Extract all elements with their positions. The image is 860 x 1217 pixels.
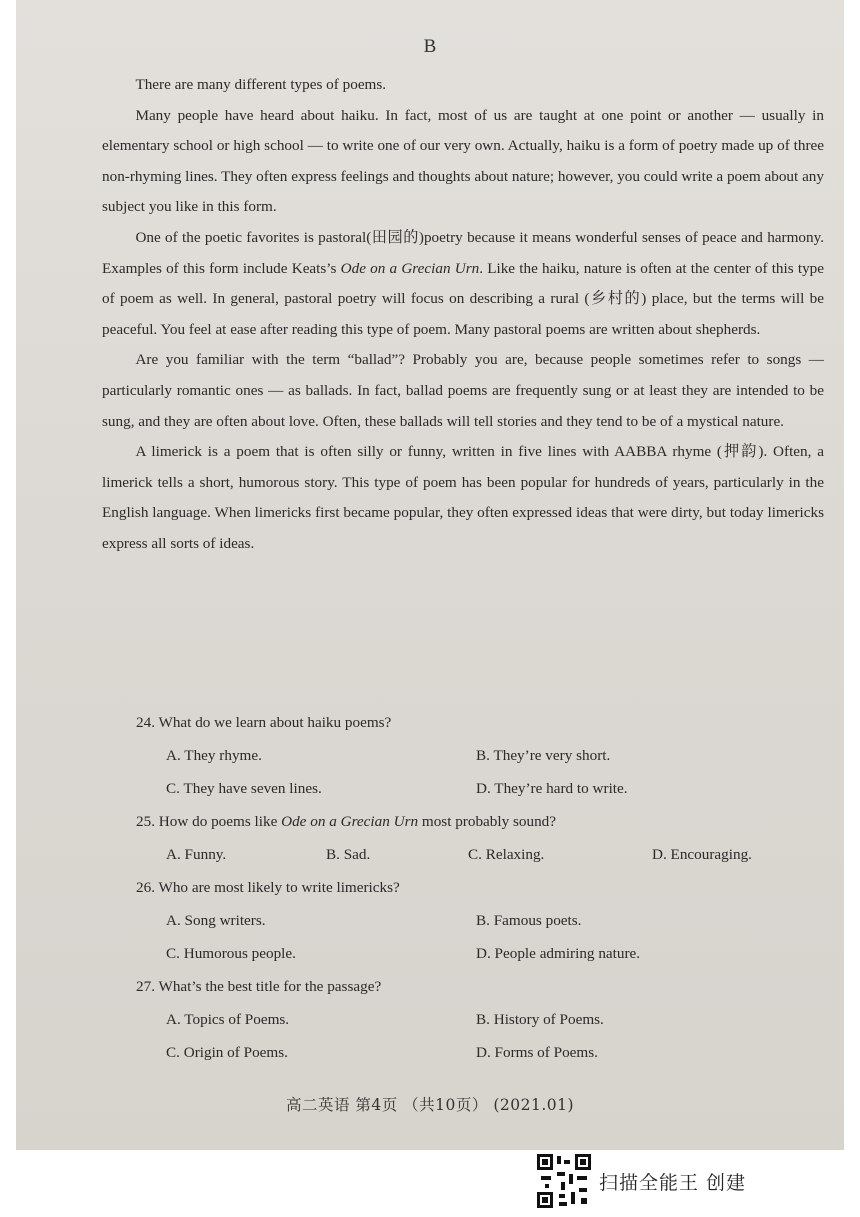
question-list — [136, 706, 816, 1069]
option-25-b: B. Sad. — [326, 846, 371, 863]
section-heading: B — [423, 36, 437, 57]
paragraph-pastoral-text-b: . Like the haiku, nature is often at the center of this type of poem as well. In general, pastoral poetry will focus on describing a rural (乡村的) place, but the terms will be peaceful. You feel at ease after reading this type of poem. Many pastoral poems are written about shepherds. — [102, 259, 825, 338]
paragraph-haiku: Many people have heard about haiku. In fact, most of us are taught at one point or another — usually in elementary school or high school — to write one of our very own. Actually, haiku is a form of poetry made up of three non-rhyming lines. They often express feelings and thoughts about nature; however, you could write a poem about any subject you like in this form. — [102, 106, 824, 216]
option-24-a: A. They rhyme. — [166, 747, 262, 764]
option-26-b: B. Famous poets. — [476, 912, 582, 929]
scanned-page — [16, 0, 844, 1150]
qr-code-icon — [537, 1154, 591, 1208]
option-24-b: B. They’re very short. — [476, 747, 611, 764]
scanner-watermark — [537, 1152, 837, 1210]
option-27-c: C. Origin of Poems. — [166, 1044, 288, 1061]
poem-title: Ode on a Grecian Urn — [340, 259, 480, 277]
option-25-d: D. Encouraging. — [652, 846, 752, 863]
option-27-a: A. Topics of Poems. — [166, 1011, 290, 1028]
question-25-options — [136, 838, 816, 871]
option-26-a: A. Song writers. — [166, 912, 266, 929]
question-24-options — [136, 739, 816, 805]
question-25-text-b: most probably sound? — [418, 813, 557, 830]
option-27-b: B. History of Poems. — [476, 1011, 604, 1028]
scanner-watermark-text: 扫描全能王 创建 — [599, 1171, 747, 1194]
option-25-c: C. Relaxing. — [468, 846, 545, 863]
reading-passage — [102, 70, 824, 560]
question-27: 27. What’s the best title for the passage? — [136, 978, 382, 995]
question-25-text-a: 25. How do poems like — [136, 813, 282, 830]
paragraph-pastoral-text-a: One of the poetic favorites is pastoral(田园的)poetry because it means wonderful senses of peace and harmony. Examples of this form include Keats’s — [102, 228, 824, 277]
option-24-d: D. They’re hard to write. — [476, 780, 628, 797]
paragraph-ballad: Are you familiar with the term “ballad”? Probably you are, because people sometimes refer to songs — particularly romantic ones — as ballads. In fact, ballad poems are frequently sung or at least they are intended to be sung, and they are often about love. Often, these ballads will tell stories and they tend to be of a mystical nature. — [102, 351, 824, 430]
question-25-poem-title: Ode on a Grecian Urn — [281, 813, 419, 830]
question-27-options — [136, 1003, 816, 1069]
page-footer: 高二英语 第4页 （共10页） (2021.01) — [285, 1096, 575, 1114]
question-26-options — [136, 904, 816, 970]
question-26: 26. Who are most likely to write limericks? — [136, 879, 400, 896]
option-26-d: D. People admiring nature. — [476, 945, 641, 962]
question-24: 24. What do we learn about haiku poems? — [136, 714, 392, 731]
option-27-d: D. Forms of Poems. — [476, 1044, 598, 1061]
paragraph-pastoral — [102, 223, 824, 345]
paragraph-limerick: A limerick is a poem that is often silly or funny, written in five lines with AABBA rhyme (押韵). Often, a limerick tells a short, humorous story. This type of poem has been popular for hundreds of years, particularly in the English language. When limericks first became popular, they often expressed ideas that were dirty, but today limericks express all sorts of ideas. — [102, 443, 824, 552]
paragraph-intro: There are many different types of poems. — [135, 76, 387, 93]
option-24-c: C. They have seven lines. — [166, 780, 322, 797]
question-25 — [136, 805, 816, 838]
option-25-a: A. Funny. — [166, 846, 227, 863]
option-26-c: C. Humorous people. — [166, 945, 296, 962]
